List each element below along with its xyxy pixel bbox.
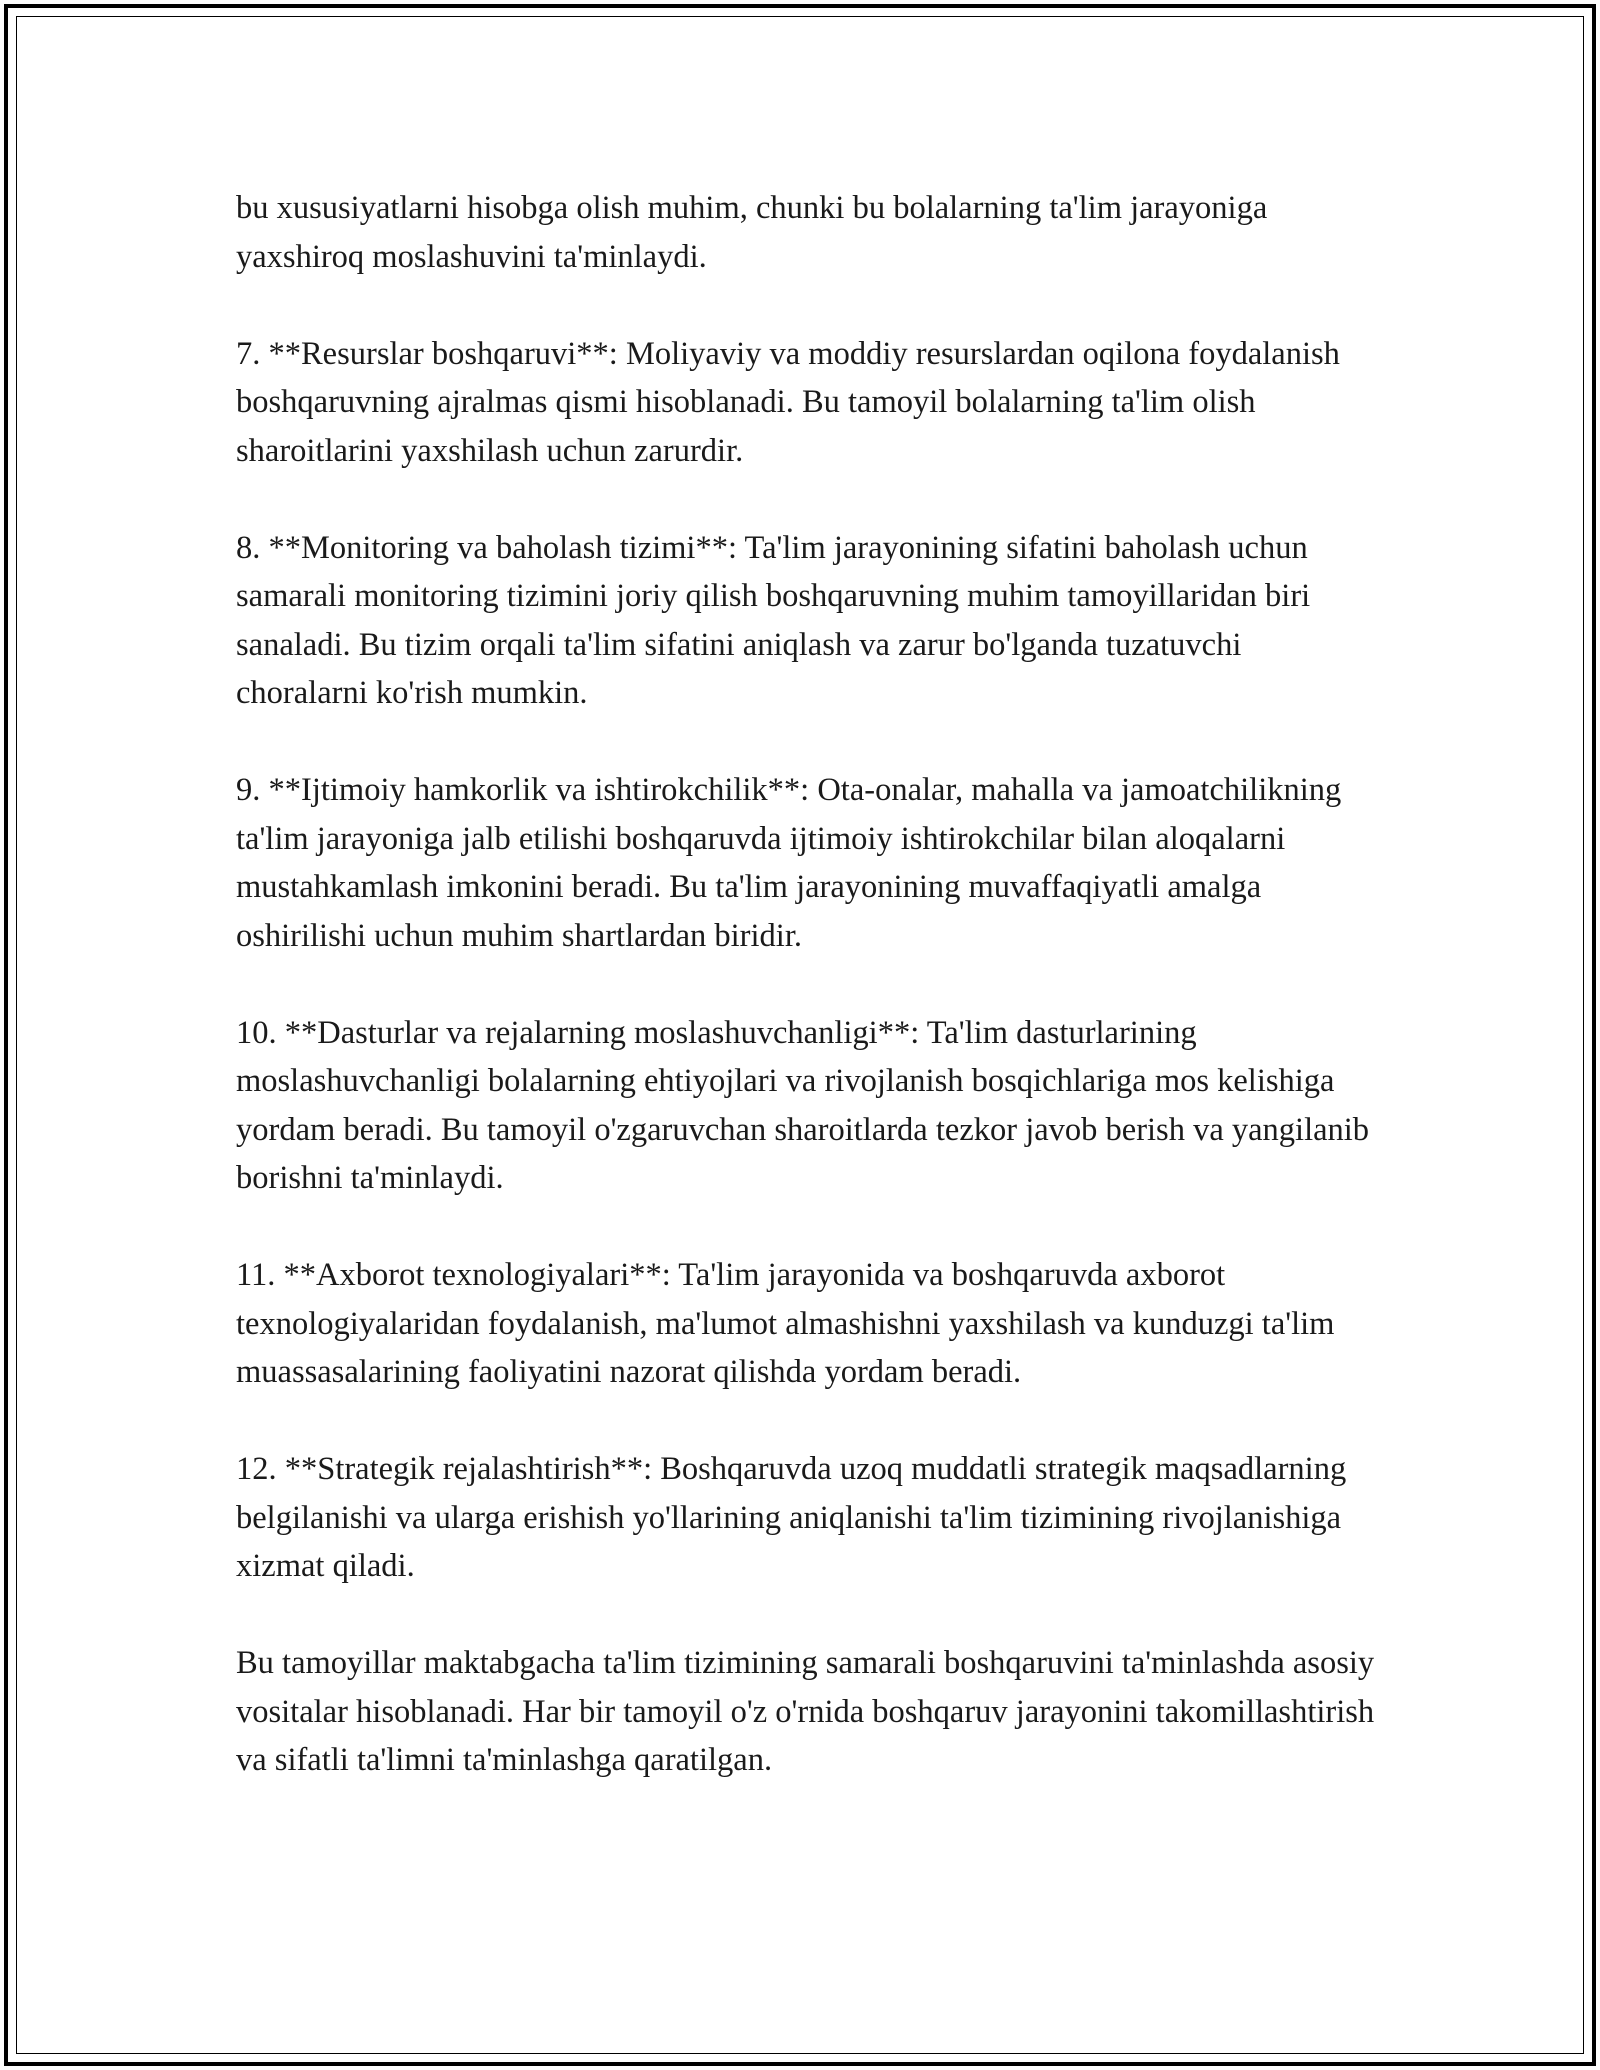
paragraph-item-10: 10. **Dasturlar va rejalarning moslashuvchanligi**: Ta'lim dasturlarining moslashuvchanligi bolalarning ehtiyojlari va rivojlanish bosqichlariga mos kelishiga yordam beradi. Bu tamoyil o'zgaruvchan sharoitlarda tezkor javob berish va yangilanib borishni ta'minlaydi. [236,1014,1370,1196]
paragraph-conclusion: Bu tamoyillar maktabgacha ta'lim tizimining samarali boshqaruvini ta'minlashda asosiy vositalar hisoblanadi. Har bir tamoyil o'z o'rnida boshqaruv jarayonini takomillashtirish va sifatli ta'limni ta'minlashga qaratilgan. [236,1645,1375,1778]
paragraph-continuation: bu xususiyatlarni hisobga olish muhim, chunki bu bolalarning ta'lim jarayoniga yaxshiroq moslashuvini ta'minlaydi. [236,190,1268,275]
document-body [236,184,1376,1833]
paragraph-item-11: 11. **Axborot texnologiyalari**: Ta'lim jarayonida va boshqaruvda axborot texnologiyalaridan foydalanish, ma'lumot almashishni yaxshilash va kunduzgi ta'lim muassasalarining faoliyatini nazorat qilishda yordam beradi. [236,1257,1335,1390]
paragraph-item-12: 12. **Strategik rejalashtirish**: Boshqaruvda uzoq muddatli strategik maqsadlarning belgilanishi va ularga erishish yo'llarining aniqlanishi ta'lim tizimining rivojlanishiga xizmat qiladi. [236,1451,1347,1584]
paragraph-item-9: 9. **Ijtimoiy hamkorlik va ishtirokchilik**: Ota-onalar, mahalla va jamoatchilikning ta'lim jarayoniga jalb etilishi boshqaruvda ijtimoiy ishtirokchilar bilan aloqalarni mustahkamlash imkonini beradi. Bu ta'lim jarayonining muvaffaqiyatli amalga oshirilishi uchun muhim shartlardan biridir. [236,772,1342,954]
paragraph-item-7: 7. **Resurslar boshqaruvi**: Moliyaviy va moddiy resurslardan oqilona foydalanish boshqaruvning ajralmas qismi hisoblanadi. Bu tamoyil bolalarning ta'lim olish sharoitlarini yaxshilash uchun zarurdir. [236,335,1340,469]
paragraph-item-8: 8. **Monitoring va baholash tizimi**: Ta'lim jarayonining sifatini baholash uchun samarali monitoring tizimini joriy qilish boshqaruvning muhim tamoyillaridan biri sanaladi. Bu tizim orqali ta'lim sifatini aniqlash va zarur bo'lganda tuzatuvchi choralarni ko'rish mumkin. [236,529,1311,711]
